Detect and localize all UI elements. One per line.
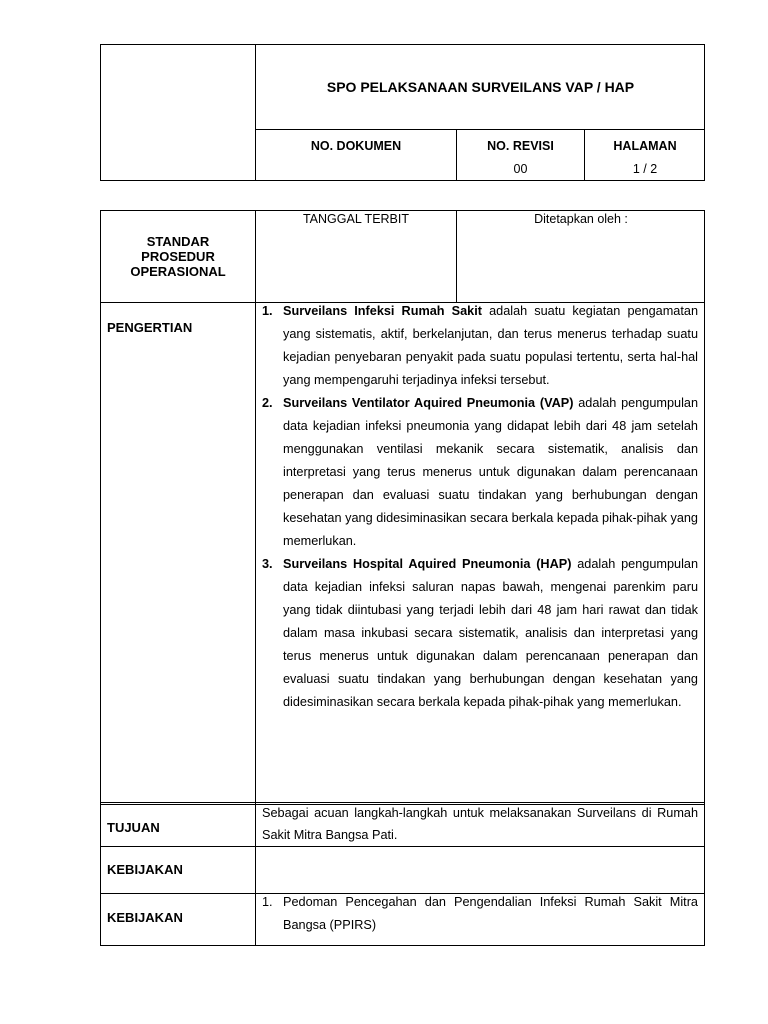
header-divider-logo bbox=[255, 44, 256, 181]
list-item-text: adalah suatu kegiatan pengamatan yang sistematis, aktif, berkelanjutan, dan terus menerus terhadap suatu kejadian penyebaran penyakit pada suatu populasi tertentu, serta hal-hal yang mempengaruhi terjadinya infeksi tersebut. bbox=[283, 304, 699, 387]
kebijakan-list bbox=[262, 891, 698, 937]
approved-by-label: Ditetapkan oleh : bbox=[534, 212, 628, 226]
kebijakan-label: KEBIJAKAN bbox=[107, 910, 183, 925]
header-table bbox=[100, 44, 705, 181]
kebijakan-label: KEBIJAKAN bbox=[107, 862, 183, 877]
revision-label: NO. REVISI bbox=[487, 139, 554, 153]
list-item bbox=[262, 392, 698, 553]
list-item-text: Pedoman Pencegahan dan Pengendalian Infeksi Rumah Sakit Mitra Bangsa (PPIRS) bbox=[283, 895, 698, 932]
pengertian-list bbox=[262, 300, 698, 714]
list-item-term: Surveilans Infeksi Rumah Sakit bbox=[283, 304, 482, 318]
spo-label: STANDAR PROSEDUR OPERASIONAL bbox=[130, 234, 226, 279]
row-divider-kebijakan1 bbox=[100, 846, 705, 847]
list-item-text: adalah pengumpulan data kejadian infeksi pneumonia yang didapat lebih dari 48 jam setelah menggunakan ventilasi mekanik secara sistematik, analisis dan interpretasi yang terus menerus untuk digunakan dalam perencanaan penerapan dan evaluasi suatu tindakan yang berhubungan dengan kesehatan yang didesiminasikan secara berkala kepada pihak-pihak yang memerlukan. bbox=[283, 396, 699, 548]
page-label: HALAMAN bbox=[613, 139, 677, 153]
list-item-number: 1. bbox=[262, 304, 273, 318]
header-divider-row bbox=[255, 129, 705, 130]
page-value: 1 / 2 bbox=[632, 162, 658, 176]
doc-number-label: NO. DOKUMEN bbox=[310, 139, 402, 153]
list-item bbox=[262, 891, 698, 937]
issue-date-label: TANGGAL TERBIT bbox=[302, 212, 410, 226]
list-item-number: 2. bbox=[262, 396, 273, 410]
list-item bbox=[262, 300, 698, 392]
list-item-number: 1. bbox=[262, 895, 273, 909]
list-item-term: Surveilans Ventilator Aquired Pneumonia (VAP) bbox=[283, 396, 574, 410]
pengertian-label: PENGERTIAN bbox=[107, 320, 193, 335]
revision-value: 00 bbox=[513, 162, 528, 176]
list-item-text: adalah pengumpulan data kejadian infeksi saluran napas bawah, mengenai parenkim paru yang tidak diintubasi yang terjadi lebih dari 48 jam hari rawat dan tidak dalam masa inkubasi secara sistematik, analisis dan interpretasi yang terus menerus untuk digunakan dalam perencanaan penerapan dan evaluasi suatu tindakan yang berhubungan dengan kesehatan yang didesiminasikan secara berkala kepada pihak-pihak yang memerlukan. bbox=[283, 557, 698, 709]
tujuan-label: TUJUAN bbox=[107, 820, 160, 835]
main-divider-label-col bbox=[255, 210, 256, 946]
list-item-term: Surveilans Hospital Aquired Pneumonia (HAP) bbox=[283, 557, 572, 571]
tujuan-text: Sebagai acuan langkah-langkah untuk melaksanakan Surveilans di Rumah Sakit Mitra Bangsa Pati. bbox=[262, 806, 698, 842]
document-title: SPO PELAKSANAAN SURVEILANS VAP / HAP bbox=[326, 79, 635, 95]
list-item-number: 3. bbox=[262, 557, 273, 571]
list-item bbox=[262, 553, 698, 714]
